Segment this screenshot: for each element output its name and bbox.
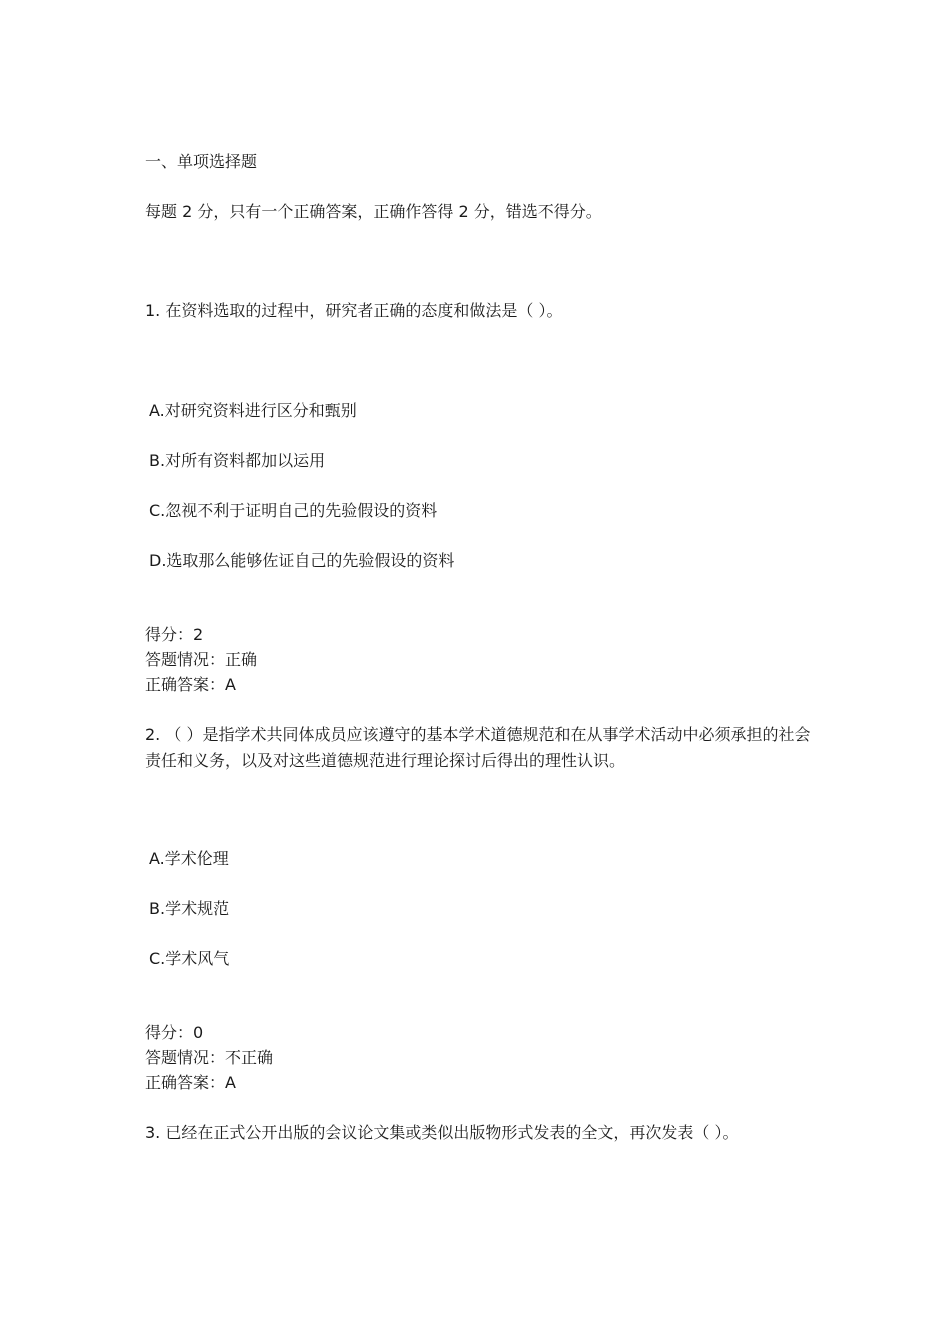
option-a: A.对研究资料进行区分和甄别 <box>149 401 357 420</box>
option-c: C.忽视不利于证明自己的先验假设的资料 <box>149 501 438 520</box>
question-stem: 2. （ ）是指学术共同体成员应该遵守的基本学术道德规范和在从事学术活动中必须承担的社会责任和义务，以及对这些道德规范进行理论探讨后得出的理性认识。 <box>145 725 811 770</box>
question-stem: 1. 在资料选取的过程中，研究者正确的态度和做法是（ ）。 <box>145 301 563 320</box>
option-c: C.学术风气 <box>149 949 230 968</box>
option-b: B.学术规范 <box>149 899 230 918</box>
section-instructions: 每题 2 分，只有一个正确答案，正确作答得 2 分，错选不得分。 <box>145 202 602 221</box>
score: 得分：0 <box>145 1023 204 1042</box>
section-title: 一、单项选择题 <box>145 152 258 171</box>
option-d: D.选取那么能够佐证自己的先验假设的资料 <box>149 551 455 570</box>
correct-answer: 正确答案：A <box>145 1073 236 1092</box>
score: 得分：2 <box>145 625 204 644</box>
answer-status: 答题情况：正确 <box>145 650 258 669</box>
option-a: A.学术伦理 <box>149 849 229 868</box>
answer-status: 答题情况：不正确 <box>145 1048 274 1067</box>
option-b: B.对所有资料都加以运用 <box>149 451 326 470</box>
question-stem: 3. 已经在正式公开出版的会议论文集或类似出版物形式发表的全文，再次发表（ ）。 <box>145 1123 739 1142</box>
correct-answer: 正确答案：A <box>145 675 236 694</box>
